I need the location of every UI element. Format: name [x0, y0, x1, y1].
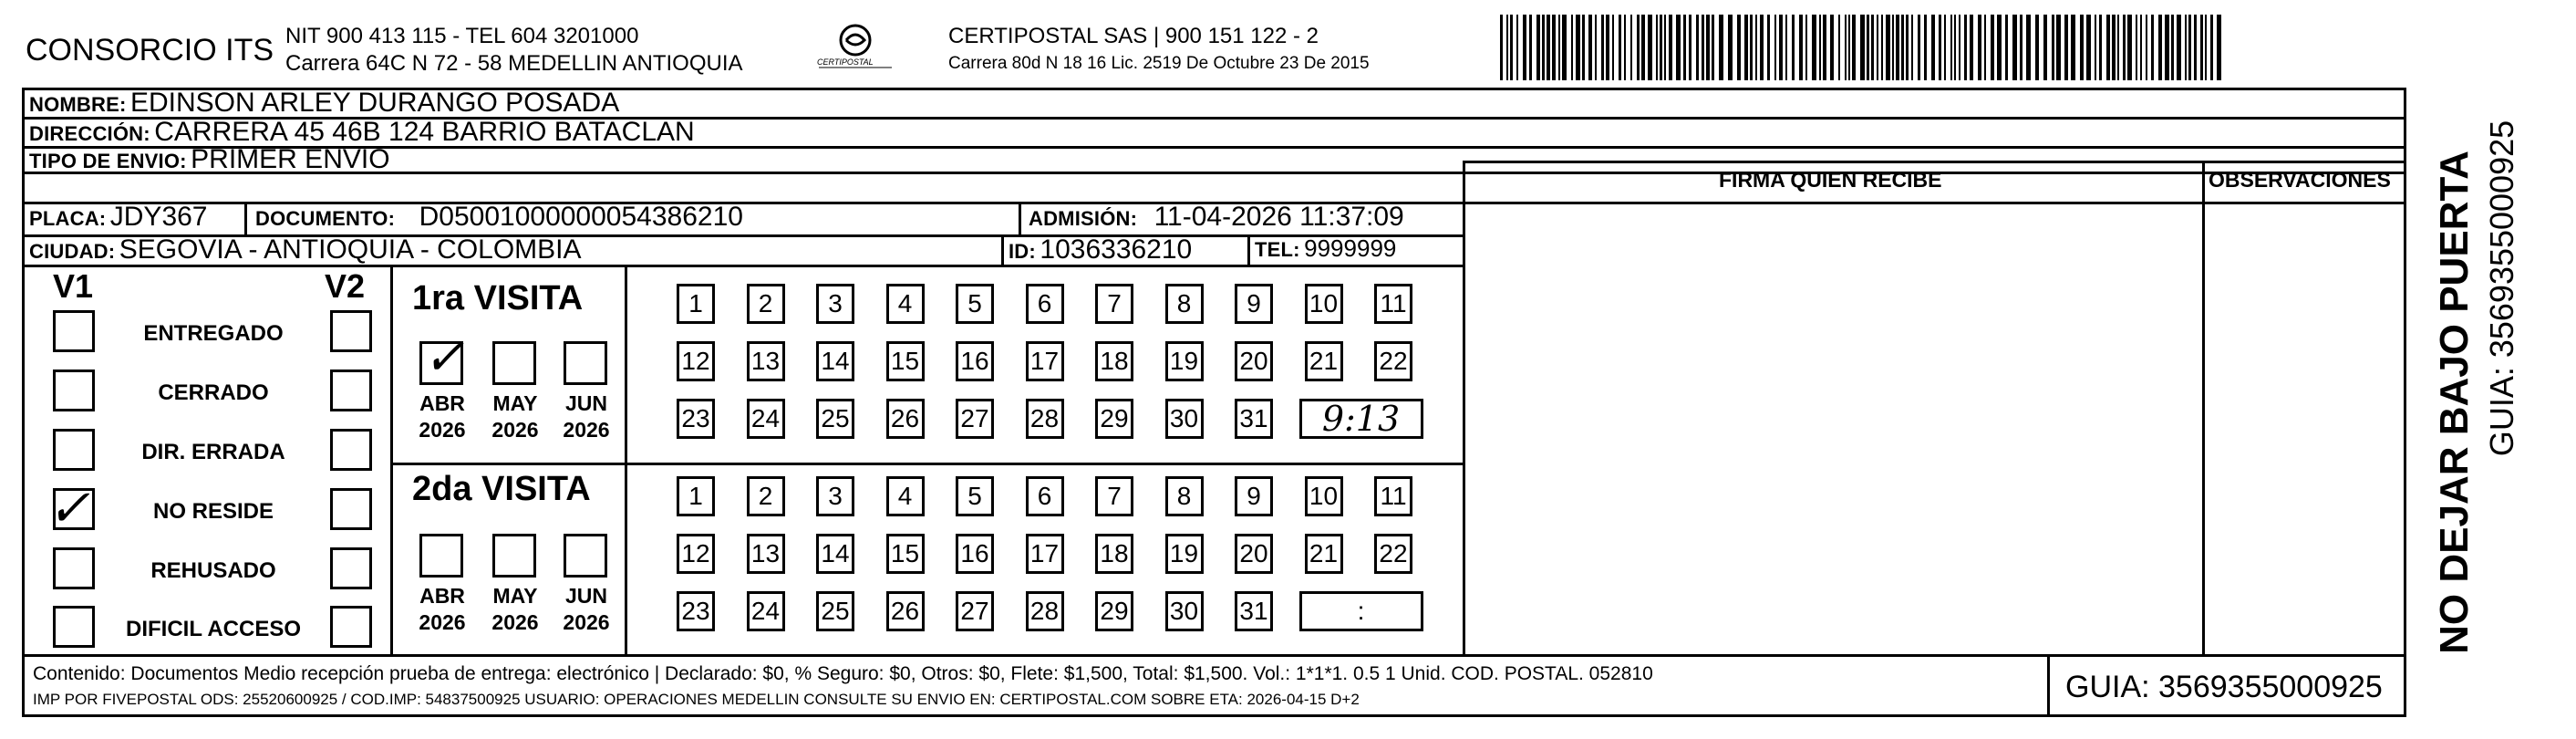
v2-checkbox-4[interactable]: [330, 488, 372, 530]
first-visit-day-11[interactable]: 11: [1374, 284, 1412, 324]
first-visit-day-15[interactable]: 15: [886, 341, 925, 381]
status-label-4: NO RESIDE: [152, 499, 274, 524]
second-visit-month-box-abr[interactable]: [419, 534, 463, 578]
first-visit-day-24[interactable]: 24: [747, 399, 785, 439]
direccion-row: [29, 119, 695, 146]
first-visit-day-16[interactable]: 16: [956, 341, 994, 381]
first-visit-day-6[interactable]: 6: [1026, 284, 1064, 324]
second-visit-day-22[interactable]: 22: [1374, 534, 1412, 574]
second-visit-day-9[interactable]: 9: [1235, 476, 1273, 516]
first-visit-month-box-jun[interactable]: [564, 341, 607, 385]
first-visit-day-5[interactable]: 5: [956, 284, 994, 324]
footer-line-1: Contenido: Documentos Medio recepción prueba de entrega: electrónico | Declarado: $0, % Seguro: $0, Otros: $0, Flete: $1,500, Total: $1,500. Vol.: 1*1*1. 0.5 1 Unid. COD. POSTAL. 052810: [33, 663, 1653, 684]
ciudad-row: [29, 236, 582, 264]
second-visit-day-29[interactable]: 29: [1095, 591, 1133, 631]
second-visit-month-label-may: MAY 2026: [491, 584, 539, 634]
tel-label: TEL:: [1255, 238, 1300, 261]
first-visit-day-13[interactable]: 13: [747, 341, 785, 381]
second-visit-month-box-may[interactable]: [492, 534, 536, 578]
first-visit-day-9[interactable]: 9: [1235, 284, 1273, 324]
second-visit-day-2[interactable]: 2: [747, 476, 785, 516]
documento-value: D05001000000054386210: [419, 202, 743, 232]
v2-checkbox-2[interactable]: [330, 370, 372, 411]
status-label-3: DIR. ERRADA: [141, 440, 285, 464]
footer-guia: GUIA: 3569355000925: [2065, 670, 2383, 704]
barcode-icon: [1500, 15, 2229, 80]
second-visit-day-15[interactable]: 15: [886, 534, 925, 574]
main-frame: [22, 88, 2406, 717]
direccion-label: DIRECCIÓN:: [29, 122, 150, 145]
id-value: 1036336210: [1040, 234, 1193, 265]
first-visit-day-26[interactable]: 26: [886, 399, 925, 439]
second-visit-day-26[interactable]: 26: [886, 591, 925, 631]
second-visit-day-5[interactable]: 5: [956, 476, 994, 516]
first-visit-day-1[interactable]: 1: [677, 284, 715, 324]
first-visit-month-box-may[interactable]: [492, 341, 536, 385]
second-visit-day-20[interactable]: 20: [1235, 534, 1273, 574]
second-visit-day-16[interactable]: 16: [956, 534, 994, 574]
certipostal-logo-icon: [810, 22, 901, 75]
status-label-1: ENTREGADO: [143, 321, 284, 346]
placa-label: PLACA:: [29, 207, 107, 230]
v1-no-reside-mark: ✓: [47, 479, 90, 538]
second-visit-day-7[interactable]: 7: [1095, 476, 1133, 516]
tipo-label: TIPO DE ENVIO:: [29, 150, 187, 172]
placa-value: JDY367: [109, 202, 208, 232]
second-visit-month-box-jun[interactable]: [564, 534, 607, 578]
direccion-value: CARRERA 45 46B 124 BARRIO BATACLAN: [154, 117, 695, 147]
barcode: [1500, 15, 2229, 80]
admision-label: ADMISIÓN:: [1029, 207, 1138, 230]
second-visit-day-19[interactable]: 19: [1165, 534, 1204, 574]
first-visit-day-3[interactable]: 3: [816, 284, 854, 324]
admision-row: [1029, 203, 1404, 231]
header: [0, 0, 2576, 88]
second-visit-month-label-abr: ABR 2026: [419, 584, 466, 634]
second-visit-day-12[interactable]: 12: [677, 534, 715, 574]
logo-text: CERTIPOSTAL: [817, 57, 874, 67]
no-dejar-bajo-puerta: NO DEJAR BAJO PUERTA: [2432, 151, 2477, 654]
second-visit-day-21[interactable]: 21: [1305, 534, 1343, 574]
first-visit-day-22[interactable]: 22: [1374, 341, 1412, 381]
v1-checkbox-2[interactable]: [53, 370, 95, 411]
first-visit-day-14[interactable]: 14: [816, 341, 854, 381]
certipostal-logo: [810, 22, 901, 75]
first-visit-day-20[interactable]: 20: [1235, 341, 1273, 381]
second-visit-day-1[interactable]: 1: [677, 476, 715, 516]
first-visit-day-7[interactable]: 7: [1095, 284, 1133, 324]
first-visit-day-31[interactable]: 31: [1235, 399, 1273, 439]
status-label-2: CERRADO: [158, 380, 269, 405]
first-visit-day-10[interactable]: 10: [1305, 284, 1343, 324]
first-visit-day-23[interactable]: 23: [677, 399, 715, 439]
v1-checkbox-5[interactable]: [53, 547, 95, 589]
second-visit-day-28[interactable]: 28: [1026, 591, 1064, 631]
v2-checkbox-1[interactable]: [330, 310, 372, 352]
tel-value: 9999999: [1304, 234, 1397, 262]
first-visit-day-17[interactable]: 17: [1026, 341, 1064, 381]
status-label-6: DIFICIL ACCESO: [125, 617, 301, 641]
second-visit-day-4[interactable]: 4: [886, 476, 925, 516]
second-visit-day-10[interactable]: 10: [1305, 476, 1343, 516]
ciudad-label: CIUDAD:: [29, 240, 116, 263]
documento-label: DOCUMENTO:: [255, 207, 396, 230]
first-visit-month-label-jun: JUN 2026: [563, 391, 610, 442]
admision-value: 11-04-2026 11:37:09: [1154, 202, 1404, 232]
first-visit-day-21[interactable]: 21: [1305, 341, 1343, 381]
footer-line-2: IMP POR FIVEPOSTAL ODS: 25520600925 / COD.IMP: 54837500925 USUARIO: OPERACIONES MEDELLIN CONSULTE SU ENVIO EN: CERTIPOSTAL.COM SOBRE ETA: 2026-04-15 D+2: [33, 691, 1360, 708]
placa-row: [29, 203, 208, 231]
first-visit-day-25[interactable]: 25: [816, 399, 854, 439]
tipo-value: PRIMER ENVIO: [191, 144, 390, 174]
second-visit-time-box[interactable]: :: [1299, 591, 1423, 631]
observaciones-header: OBSERVACIONES: [2209, 168, 2391, 192]
second-visit-day-27[interactable]: 27: [956, 591, 994, 631]
first-visit-month-label-abr: ABR 2026: [419, 391, 466, 442]
company-name: CONSORCIO ITS: [26, 33, 274, 68]
second-visit-day-17[interactable]: 17: [1026, 534, 1064, 574]
id-row: [1009, 236, 1192, 264]
nombre-row: [29, 89, 619, 117]
first-visit-day-18[interactable]: 18: [1095, 341, 1133, 381]
nombre-value: EDINSON ARLEY DURANGO POSADA: [129, 88, 620, 118]
second-visit-month-label-jun: JUN 2026: [563, 584, 610, 634]
second-visit-title: 2da VISITA: [412, 470, 591, 508]
second-visit-day-13[interactable]: 13: [747, 534, 785, 574]
company-address: Carrera 64C N 72 - 58 MEDELLIN ANTIOQUIA: [285, 51, 743, 76]
first-visit-day-28[interactable]: 28: [1026, 399, 1064, 439]
v1-checkbox-3[interactable]: [53, 429, 95, 471]
v1-label: V1: [53, 267, 94, 305]
first-visit-day-19[interactable]: 19: [1165, 341, 1204, 381]
first-visit-month-mark: ✓: [423, 328, 465, 386]
tipo-row: [29, 146, 390, 173]
first-visit-day-2[interactable]: 2: [747, 284, 785, 324]
second-visit-day-3[interactable]: 3: [816, 476, 854, 516]
first-visit-title: 1ra VISITA: [412, 279, 584, 317]
status-label-5: REHUSADO: [150, 558, 276, 583]
second-visit-day-23[interactable]: 23: [677, 591, 715, 631]
second-visit-day-30[interactable]: 30: [1165, 591, 1204, 631]
ciudad-value: SEGOVIA - ANTIOQUIA - COLOMBIA: [119, 234, 582, 265]
id-label: ID:: [1009, 240, 1036, 263]
firma-header: FIRMA QUIEN RECIBE: [1719, 168, 1942, 192]
v1-checkbox-6[interactable]: [53, 606, 95, 648]
first-visit-month-label-may: MAY 2026: [491, 391, 539, 442]
side-guia: GUIA: 3569355000925: [2483, 120, 2520, 457]
second-visit-day-31[interactable]: 31: [1235, 591, 1273, 631]
second-visit-day-25[interactable]: 25: [816, 591, 854, 631]
first-visit-day-8[interactable]: 8: [1165, 284, 1204, 324]
second-visit-day-24[interactable]: 24: [747, 591, 785, 631]
certipostal-name: CERTIPOSTAL SAS | 900 151 122 - 2: [948, 24, 1319, 48]
first-visit-day-27[interactable]: 27: [956, 399, 994, 439]
v2-checkbox-3[interactable]: [330, 429, 372, 471]
second-visit-day-18[interactable]: 18: [1095, 534, 1133, 574]
v1-checkbox-1[interactable]: [53, 310, 95, 352]
second-visit-day-6[interactable]: 6: [1026, 476, 1064, 516]
company-nit: NIT 900 413 115 - TEL 604 3201000: [285, 24, 639, 48]
first-visit-day-12[interactable]: 12: [677, 341, 715, 381]
second-visit-day-8[interactable]: 8: [1165, 476, 1204, 516]
v2-checkbox-5[interactable]: [330, 547, 372, 589]
first-visit-time-box[interactable]: 9:13: [1299, 399, 1423, 439]
first-visit-day-4[interactable]: 4: [886, 284, 925, 324]
v2-label: V2: [325, 267, 366, 305]
side-notice: [2415, 88, 2533, 717]
second-visit-day-14[interactable]: 14: [816, 534, 854, 574]
tel-row: [1255, 236, 1396, 260]
documento-row: [255, 203, 743, 231]
v2-checkbox-6[interactable]: [330, 606, 372, 648]
nombre-label: NOMBRE:: [29, 93, 127, 116]
certipostal-address: Carrera 80d N 18 16 Lic. 2519 De Octubre 23 De 2015: [948, 54, 1370, 73]
first-visit-day-29[interactable]: 29: [1095, 399, 1133, 439]
second-visit-day-11[interactable]: 11: [1374, 476, 1412, 516]
first-visit-day-30[interactable]: 30: [1165, 399, 1204, 439]
